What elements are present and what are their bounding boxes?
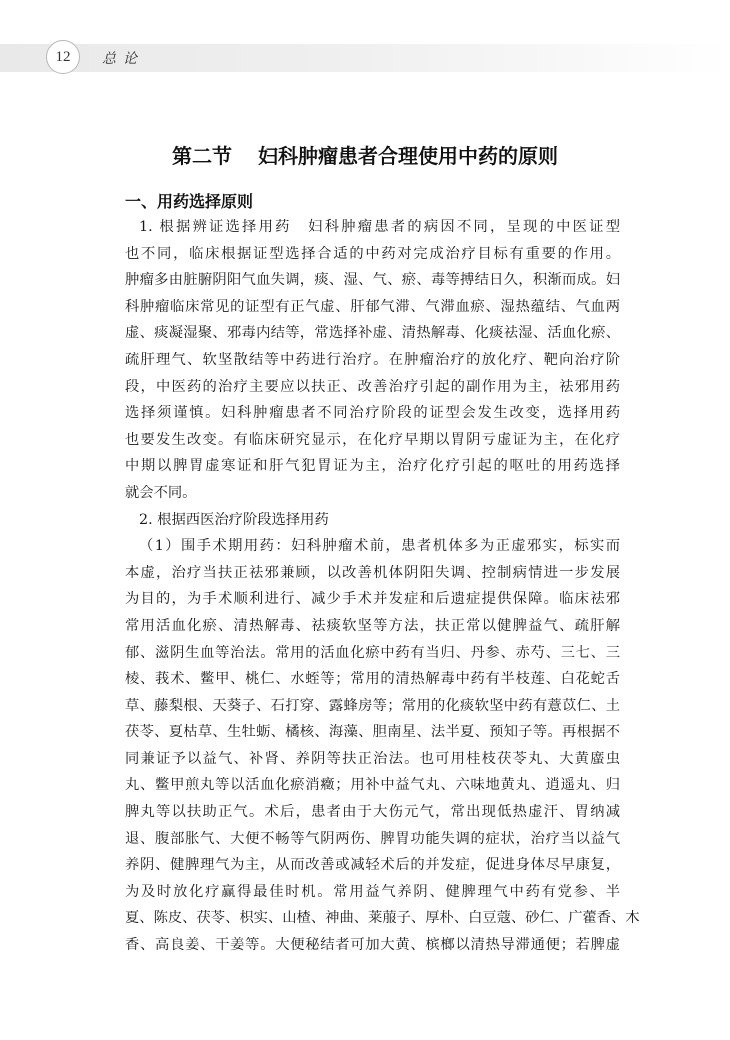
section-title [0,140,730,169]
paragraph-line: 选择须谨慎。妇科肿瘤患者不同治疗阶段的证型会发生改变，选择用药 [125,405,620,422]
paragraph-line: 为目的，为手术顺利进行、减少手术并发症和后遗症提供保障。临床祛邪 [125,591,620,608]
paragraph-line: 脾丸等以扶助正气。术后，患者由于大伤元气，常出现低热虚汗、胃纳减 [125,804,620,821]
paragraph-line: 也不同，临床根据证型选择合适的中药对完成治疗目标有重要的作用。 [125,245,620,262]
paragraph-line: 退、腹部胀气、大便不畅等气阴两伤、脾胃功能失调的症状，治疗当以益气 [125,830,620,847]
paragraph-line: 2. 根据西医治疗阶段选择用药 [139,511,329,528]
paragraph-line: 草、藤梨根、天葵子、石打穿、露蜂房等；常用的化痰软坚中药有薏苡仁、土 [125,697,620,714]
paragraph-line: 就会不同。 [125,484,197,501]
paragraph-line: 本虚，治疗当扶正祛邪兼顾，以改善机体阴阳失调、控制病情进一步发展 [125,564,620,581]
paragraph-line: 也要发生改变。有临床研究显示，在化疗早期以胃阴亏虚证为主，在化疗 [125,431,620,448]
paragraph-line: 郁、滋阴生血等治法。常用的活血化瘀中药有当归、丹参、赤芍、三七、三 [125,644,620,661]
paragraph-line: 肿瘤多由脏腑阴阳气血失调，痰、湿、气、瘀、毒等搏结日久，积渐而成。妇 [125,272,620,289]
paragraph-line: 科肿瘤临床常见的证型有正气虚、肝郁气滞、气滞血瘀、湿热蕴结、气血两 [125,298,620,315]
section-label: 第二节 [172,144,232,168]
paragraph-line: 虚、痰凝湿聚、邪毒内结等，常选择补虚、清热解毒、化痰祛湿、活血化瘀、 [125,325,620,342]
paragraph-line: 为及时放化疗赢得最佳时机。常用益气养阴、健脾理气中药有党参、半 [125,883,620,900]
section-title-text: 妇科肿瘤患者合理使用中药的原则 [258,144,558,168]
paragraph-line: 夏、陈皮、茯苓、枳实、山楂、神曲、莱菔子、厚朴、白豆蔻、砂仁、广藿香、木 [125,910,640,927]
paragraph-line: 同兼证予以益气、补肾、养阴等扶正治法。也可用桂枝茯苓丸、大黄䗪虫 [125,750,620,767]
paragraph-line: 养阴、健脾理气为主，从而改善或减轻术后的并发症，促进身体尽早康复， [125,857,620,874]
body-text [125,214,640,959]
paragraph-line: 棱、莪术、鳖甲、桃仁、水蛭等；常用的清热解毒中药有半枝莲、白花蛇舌 [125,671,620,688]
paragraph-line: 段，中医药的治疗主要应以扶正、改善治疗引起的副作用为主，祛邪用药 [125,378,620,395]
paragraph-line: 香、高良姜、干姜等。大便秘结者可加大黄、槟榔以清热导滞通便；若脾虚 [125,937,620,954]
running-header-title: 总论 [102,51,144,67]
paragraph-line: 1. 根据辨证选择用药 妇科肿瘤患者的病因不同，呈现的中医证型 [139,219,620,235]
paragraph-line: 茯苓、夏枯草、生牡蛎、橘核、海藻、胆南星、法半夏、预知子等。再根据不 [125,724,620,741]
paragraph-line: （1）围手术期用药：妇科肿瘤术前，患者机体多为正虚邪实，标实而 [139,538,620,555]
paragraph-line: 疏肝理气、软坚散结等中药进行治疗。在肿瘤治疗的放化疗、靶向治疗阶 [125,351,620,368]
subsection-heading: 一、用药选择原则 [125,192,254,211]
paragraph-line: 常用活血化瘀、清热解毒、祛痰软坚等方法，扶正常以健脾益气、疏肝解 [125,617,620,634]
page-number: 12 [46,40,80,74]
paragraph-line: 丸、鳖甲煎丸等以活血化瘀消癥；用补中益气丸、六味地黄丸、逍遥丸、归 [125,777,620,794]
paragraph-line: 中期以脾胃虚寒证和肝气犯胃证为主，治疗化疗引起的呕吐的用药选择 [125,458,620,475]
